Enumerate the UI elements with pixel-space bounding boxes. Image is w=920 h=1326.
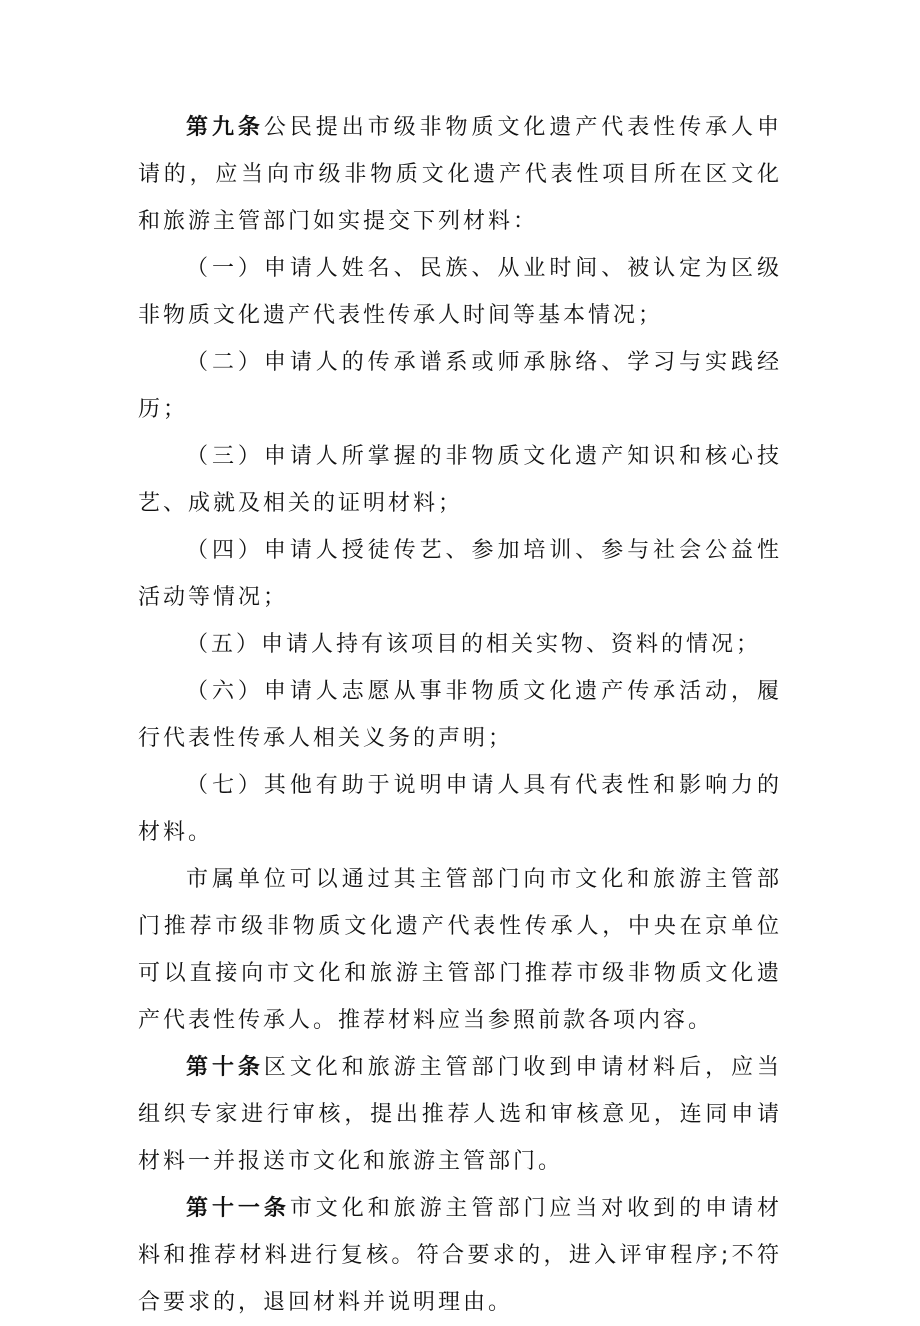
paragraph-text: （六）申请人志愿从事非物质文化遗产传承活动，履行代表性传承人相关义务的声明；: [138, 679, 782, 751]
paragraph-text: 市属单位可以通过其主管部门向市文化和旅游主管部门推荐市级非物质文化遗产代表性传承人，中央在京单位可以直接向市文化和旅游主管部门推荐市级非物质文化遗产代表性传承人。推荐材料应当参照前款各项内容。: [138, 867, 782, 1033]
paragraph-article-10: [138, 1044, 782, 1185]
article-number: 第九条: [186, 115, 264, 140]
list-item-7: [138, 762, 782, 856]
paragraph-text: 区文化和旅游主管部门收到申请材料后，应当组织专家进行审核，提出推荐人选和审核意见，连同申请材料一并报送市文化和旅游主管部门。: [138, 1055, 782, 1174]
paragraph-text: （二）申请人的传承谱系或师承脉络、学习与实践经历；: [138, 350, 782, 422]
paragraph-text: （七）其他有助于说明申请人具有代表性和影响力的材料。: [138, 773, 782, 845]
article-number: 第十一条: [186, 1196, 290, 1221]
paragraph-article-9: [138, 104, 782, 245]
paragraph-text: 市文化和旅游主管部门应当对收到的申请材料和推荐材料进行复核。符合要求的，进入评审程序;不符合要求的，退回材料并说明理由。: [138, 1196, 782, 1315]
paragraph-text: （五）申请人持有该项目的相关实物、资料的情况；: [186, 632, 762, 657]
list-item-4: [138, 527, 782, 621]
paragraph-text: （一）申请人姓名、民族、从业时间、被认定为区级非物质文化遗产代表性传承人时间等基本情况；: [138, 256, 782, 328]
paragraph-text: （四）申请人授徒传艺、参加培训、参与社会公益性活动等情况；: [138, 538, 782, 610]
paragraph-article-11: [138, 1185, 782, 1326]
list-item-6: [138, 668, 782, 762]
article-number: 第十条: [186, 1055, 264, 1080]
list-item-1: [138, 245, 782, 339]
paragraph-text: （三）申请人所掌握的非物质文化遗产知识和核心技艺、成就及相关的证明材料；: [138, 444, 782, 516]
list-item-5: [138, 621, 782, 668]
list-item-2: [138, 339, 782, 433]
paragraph-recommendation: [138, 856, 782, 1044]
list-item-3: [138, 433, 782, 527]
paragraph-text: 公民提出市级非物质文化遗产代表性传承人申请的，应当向市级非物质文化遗产代表性项目所在区文化和旅游主管部门如实提交下列材料：: [138, 115, 782, 234]
